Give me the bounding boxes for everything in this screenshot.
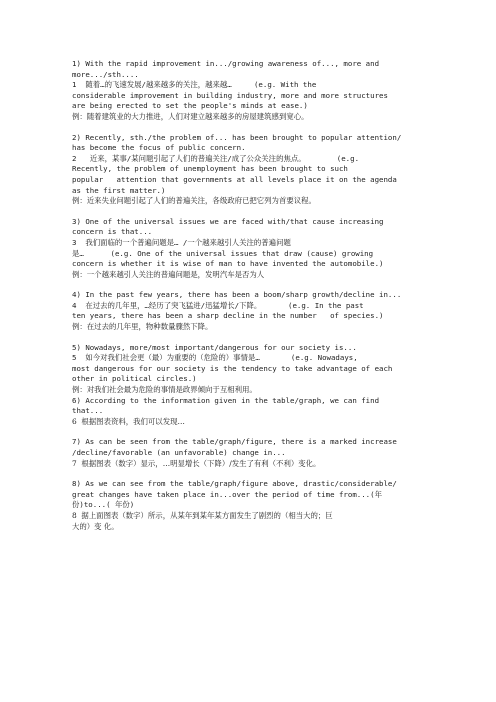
example-translation: 例：对我们社会最为危险的事情是政界倾向于互相利用。 xyxy=(72,385,257,395)
text-line: concern is that... xyxy=(72,227,153,237)
text-line: 6) According to the information given in the table/graph, we can find xyxy=(72,395,380,405)
text-line: 1) With the rapid improvement in.../growing awareness of..., more and xyxy=(72,59,380,68)
text-line: 6 根据图表资料，我们可以发现… xyxy=(72,416,185,426)
text-line: 5) Nowadays, more/most important/dangerous for our society is... xyxy=(72,342,357,352)
text-line: most dangerous for our society is the tendency to take advantage of each xyxy=(72,363,393,373)
text-line: /decline/favorable (an unfavorable) change in... xyxy=(72,448,286,457)
entry-5-6 xyxy=(72,343,466,428)
text-line: 3 我们面临的一个普遍问题是… /一个越来越引人关注的普遍问题 xyxy=(72,237,291,247)
text-line: ten years, there has been a sharp decline in the number of species.) xyxy=(72,311,384,321)
text-line: 7) As can be seen from the table/graph/figure, there is a marked increase xyxy=(72,437,397,447)
text-line: are being erected to set the people's minds at ease.) xyxy=(72,101,308,111)
text-line: 2) Recently, sth./the problem of... has been brought to popular attention/ xyxy=(72,132,402,142)
entry-4 xyxy=(72,290,466,332)
entry-8 xyxy=(72,479,466,532)
example-translation: 例：一个越来越引人关注的普遍问题是，发明汽车是否为人 xyxy=(72,269,265,279)
text-line: 1 随着…的飞速发展/越来越多的关注，越来越… (e.g. With the xyxy=(72,80,317,90)
example-translation: 例：近来失业问题引起了人们的普遍关注，各级政府已把它列为首要议程。 xyxy=(72,196,316,206)
text-line: 是… (e.g. One of the universal issues that draw (cause) growing xyxy=(72,248,374,258)
text-line: Recently, the problem of unemployment has been brought to such xyxy=(72,164,348,174)
text-line: 5 如今对我们社会更（最）为重要的（危险的）事情是… (e.g. Nowadays, xyxy=(72,353,358,363)
text-line: considerable improvement in building industry, more and more structures xyxy=(72,90,388,100)
text-line: 大的）变 化。 xyxy=(72,521,119,531)
text-line: as the first matter.) xyxy=(72,185,166,195)
text-line: concern is whether it is wise of man to have invented the automobile.) xyxy=(72,259,384,269)
example-translation: 例：在过去的几年里，物种数量骤然下降。 xyxy=(72,322,213,332)
text-line: that... xyxy=(72,406,104,416)
text-line: 7 根据图表（数字）显示，…明显增长（下降）/发生了有利（不利）变化。 xyxy=(72,458,321,468)
entry-3 xyxy=(72,217,466,281)
text-line: 份)to...( 年份) xyxy=(72,500,135,510)
text-line: great changes have taken place in...over the period of time from...(年 xyxy=(72,489,382,499)
text-line: other in political circles.) xyxy=(72,374,197,384)
text-line: 4) In the past few years, there has been a boom/sharp growth/decline in... xyxy=(72,290,402,300)
text-line: 8) As we can see from the table/graph/figure above, drastic/considerable/ xyxy=(72,479,397,489)
text-line: 8 据上面图表（数字）所示，从某年到某年某方面发生了剧烈的（相当大的；巨 xyxy=(72,510,333,520)
text-line: has become the focus of public concern. xyxy=(72,143,246,153)
text-line: 3) One of the universal issues we are faced with/that cause increasing xyxy=(72,216,384,226)
example-translation: 例：随着建筑业的大力推进，人们对建立越来越多的房屋建筑感到宽心。 xyxy=(72,111,309,121)
text-line: popular attention that governments at all levels place it on the agenda xyxy=(72,174,397,184)
entry-2 xyxy=(72,133,466,207)
entry-7 xyxy=(72,437,466,469)
text-line: 4 在过去的几年里，…经历了突飞猛进/迅猛增长/下降。 (e.g. In the past xyxy=(72,300,364,310)
text-line: 2 近来，某事/某问题引起了人们的普遍关注/成了公众关注的焦点。 (e.g. xyxy=(72,153,360,163)
text-line: more.../sth.... xyxy=(72,69,139,79)
entry-1 xyxy=(72,59,466,123)
